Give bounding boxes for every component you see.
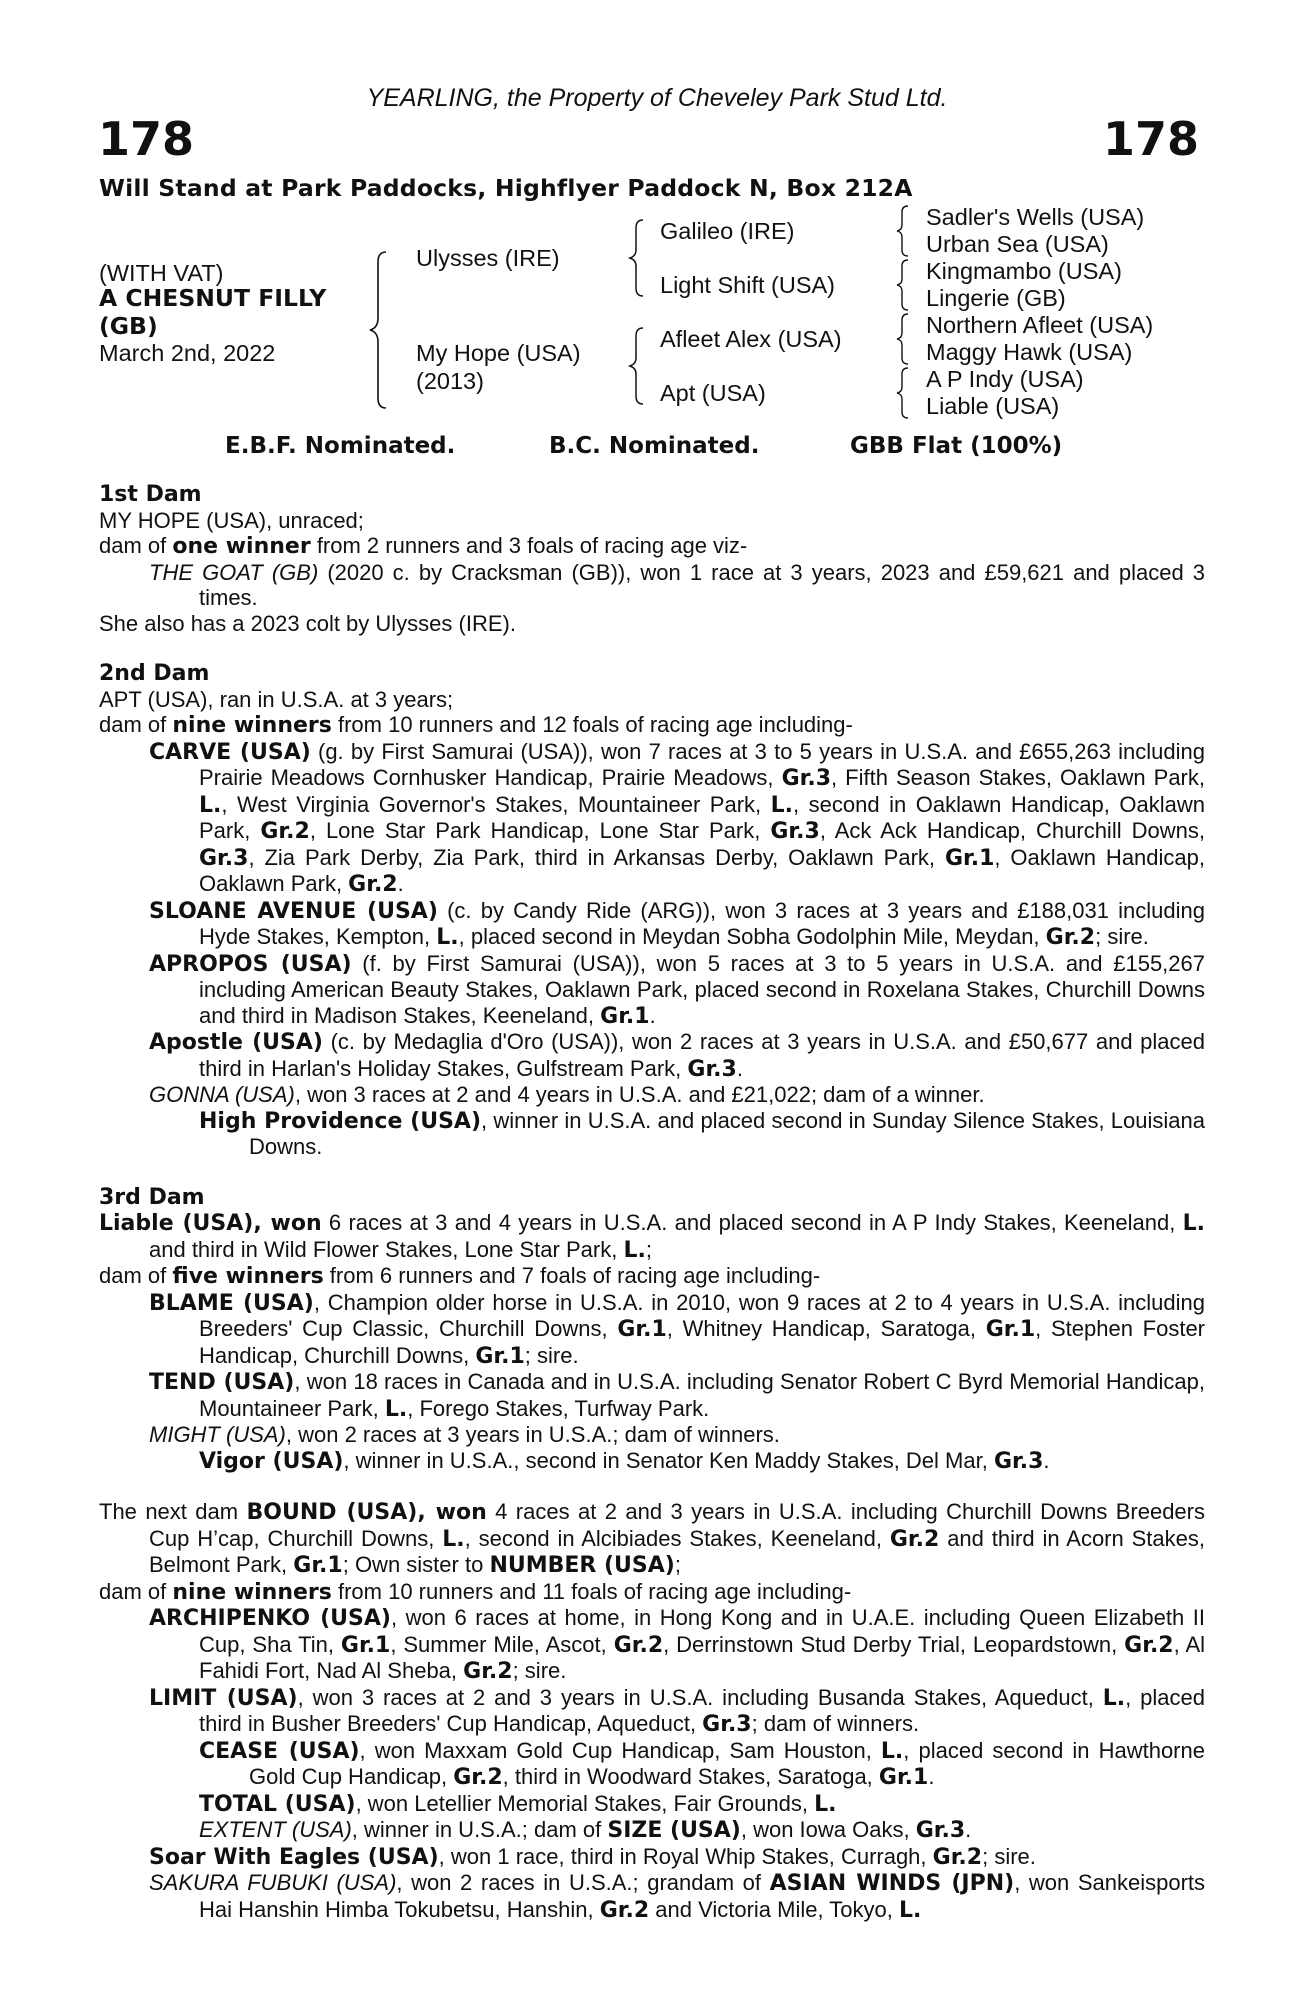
pedigree-sire-dam: Light Shift (USA) <box>660 272 836 298</box>
section-heading-2nd-dam: 2nd Dam <box>99 661 210 686</box>
pedigree-ddd: Liable (USA) <box>926 393 1060 419</box>
pedigree-brace-dam <box>628 326 646 406</box>
date-of-birth: March 2nd, 2022 <box>99 340 276 366</box>
lot-number-left: 178 <box>98 112 195 166</box>
pedigree-sire: Ulysses (IRE) <box>416 245 560 271</box>
pedigree-brace-gen3a <box>895 204 911 258</box>
pedigree-brace-gen3b <box>895 258 911 312</box>
dam1-line: MY HOPE (USA), unraced; <box>99 507 364 533</box>
produce-entry: LIMIT (USA), won 3 races at 2 and 3 years in U.S.A. including Busanda Stakes, Aqueduct, L., placed third in Busher Breeders' Cup Handicap, Aqueduct, Gr.3; dam of winners. <box>149 1684 1206 1737</box>
pedigree-sds: Kingmambo (USA) <box>926 258 1122 284</box>
lot-number-right: 178 <box>1102 112 1199 166</box>
produce-entry: High Providence (USA), winner in U.S.A. and placed second in Sunday Silence Stakes, Louisiana Downs. <box>199 1107 1205 1159</box>
section-heading-3rd-dam: 3rd Dam <box>99 1184 205 1210</box>
pedigree-dds: A P Indy (USA) <box>926 366 1084 392</box>
nomination-gbb: GBB Flat (100%) <box>850 433 1063 459</box>
produce-entry: CARVE (USA) (g. by First Samurai (USA)), won 7 races at 3 to 5 years in U.S.A. and £655,263 including Prairie Meadows Cornhusker Handicap, Prairie Meadows, Gr.3, Fifth Season Stakes, Oaklawn Park, L., West Virginia Governor's Stakes, Mountaineer Park, L., second in Oaklawn Handicap, Oaklawn Park, Gr.2, Lone Star Park Handicap, Lone Star Park, Gr.3, Ack Ack Handicap, Churchill Downs, Gr.3, Zia Park Derby, Zia Park, third in Arkansas Derby, Oaklawn Park, Gr.1, Oaklawn Handicap, Oaklawn Park, Gr.2. <box>149 738 1206 897</box>
stand-location: Will Stand at Park Paddocks, Highflyer Paddock N, Box 212A <box>99 174 913 202</box>
pedigree-sire-sire: Galileo (IRE) <box>660 218 795 244</box>
pedigree-dsd: Maggy Hawk (USA) <box>926 339 1133 365</box>
produce-entry: BLAME (USA), Champion older horse in U.S.A. in 2010, won 9 races at 2 to 4 years in U.S.A. including Breeders' Cup Classic, Churchill Downs, Gr.1, Whitney Handicap, Saratoga, Gr.1, Stephen Foster Handicap, Churchill Downs, Gr.1; sire. <box>149 1289 1206 1369</box>
horse-country: (GB) <box>99 312 158 340</box>
pedigree-dam-year: (2013) <box>416 368 484 394</box>
produce-entry: Apostle (USA) (c. by Medaglia d'Oro (USA)), won 2 races at 3 years in U.S.A. and £50,677 and placed third in Harlan's Holiday Stakes, Gulfstream Park, Gr.3. <box>149 1029 1205 1082</box>
produce-entry: APROPOS (USA) (f. by First Samurai (USA)), won 5 races at 3 to 5 years in U.S.A. and £155,267 including American Beauty Stakes, Oaklawn Park, placed second in Roxelana Stakes, Churchill Downs and third in Madison Stakes, Keeneland, Gr.1. <box>149 950 1205 1029</box>
pedigree-sdd: Lingerie (GB) <box>926 285 1066 311</box>
dam1-produce-summary: dam of one winner from 2 runners and 3 foals of racing age viz- <box>99 533 748 559</box>
produce-entry: MIGHT (USA), won 2 races at 3 years in U.S.A.; dam of winners. <box>149 1422 780 1447</box>
section-heading-1st-dam: 1st Dam <box>99 482 202 507</box>
dam2-produce-summary: dam of nine winners from 10 runners and 12 foals of racing age including- <box>99 712 853 738</box>
produce-entry: GONNA (USA), won 3 races at 2 and 4 years in U.S.A. and £21,022; dam of a winner. <box>149 1082 985 1107</box>
vat-label: (WITH VAT) <box>99 260 224 286</box>
produce-entry: TOTAL (USA), won Letellier Memorial Stakes, Fair Grounds, L. <box>199 1790 837 1817</box>
page-header: YEARLING, the Property of Cheveley Park Stud Ltd. <box>366 84 948 112</box>
dam1-note: She also has a 2023 colt by Ulysses (IRE). <box>99 610 516 636</box>
pedigree-dss: Northern Afleet (USA) <box>926 312 1154 338</box>
dam2-line: APT (USA), ran in U.S.A. at 3 years; <box>99 686 454 712</box>
pedigree-brace-gen1 <box>368 250 390 410</box>
pedigree-notes <box>99 482 1205 1923</box>
pedigree-dam-sire: Afleet Alex (USA) <box>660 326 842 352</box>
next-dam-line: The next dam BOUND (USA), won 4 races at 2 and 3 years in U.S.A. including Churchill Downs Breeders Cup H’cap, Churchill Downs, L., second in Alcibiades Stakes, Keeneland, Gr.2 and third in Acorn Stakes, Belmont Park, Gr.1; Own sister to NUMBER (USA); <box>99 1499 1206 1578</box>
produce-entry: ARCHIPENKO (USA), won 6 races at home, in Hong Kong and in U.A.E. including Queen Elizabeth II Cup, Sha Tin, Gr.1, Summer Mile, Ascot, Gr.2, Derrinstown Stud Derby Trial, Leopardstown, Gr.2, Al Fahidi Fort, Nad Al Sheba, Gr.2; sire. <box>149 1605 1206 1684</box>
horse-name: A CHESNUT FILLY <box>99 284 327 312</box>
nomination-bc: B.C. Nominated. <box>549 433 760 459</box>
produce-entry: TEND (USA), won 18 races in Canada and in U.S.A. including Senator Robert C Byrd Memorial Handicap, Mountaineer Park, L., Forego Stakes, Turfway Park. <box>149 1369 1205 1422</box>
produce-entry: Soar With Eagles (USA), won 1 race, third in Royal Whip Stakes, Curragh, Gr.2; sire. <box>149 1843 1036 1870</box>
produce-entry: THE GOAT (GB) (2020 c. by Cracksman (GB)), won 1 race at 3 years, 2023 and £59,621 and placed 3 times. <box>149 559 1205 610</box>
next-dam-produce-summary: dam of nine winners from 10 runners and 11 foals of racing age including- <box>99 1578 852 1605</box>
produce-entry: EXTENT (USA), winner in U.S.A.; dam of SIZE (USA), won Iowa Oaks, Gr.3. <box>199 1817 972 1843</box>
pedigree-dam-dam: Apt (USA) <box>660 380 766 406</box>
produce-entry: Vigor (USA), winner in U.S.A., second in Senator Ken Maddy Stakes, Del Mar, Gr.3. <box>199 1447 1050 1474</box>
pedigree-brace-gen3d <box>895 366 911 420</box>
dam3-produce-summary: dam of five winners from 6 runners and 7 foals of racing age including- <box>99 1263 821 1289</box>
pedigree-brace-gen3c <box>895 312 911 366</box>
nomination-ebf: E.B.F. Nominated. <box>225 433 456 459</box>
produce-entry: CEASE (USA), won Maxxam Gold Cup Handicap, Sam Houston, L., placed second in Hawthorne Gold Cup Handicap, Gr.2, third in Woodward Stakes, Saratoga, Gr.1. <box>199 1737 1205 1790</box>
pedigree-brace-sire <box>628 218 646 298</box>
pedigree-ssd: Urban Sea (USA) <box>926 231 1109 257</box>
produce-entry: SAKURA FUBUKI (USA), won 2 races in U.S.A.; grandam of ASIAN WINDS (JPN), won Sankeisports Hai Hanshin Himba Tokubetsu, Hanshin, Gr.2 and Victoria Mile, Tokyo, L. <box>149 1870 1206 1923</box>
dam3-line: Liable (USA), won 6 races at 3 and 4 years in U.S.A. and placed second in A P Indy Stakes, Keeneland, L. and third in Wild Flower Stakes, Lone Star Park, L.; <box>99 1210 1206 1263</box>
pedigree-sss: Sadler's Wells (USA) <box>926 204 1145 230</box>
pedigree-dam: My Hope (USA) <box>416 340 581 366</box>
produce-entry: SLOANE AVENUE (USA) (c. by Candy Ride (ARG)), won 3 races at 3 years and £188,031 including Hyde Stakes, Kempton, L., placed second in Meydan Sobha Godolphin Mile, Meydan, Gr.2; sire. <box>149 897 1205 950</box>
